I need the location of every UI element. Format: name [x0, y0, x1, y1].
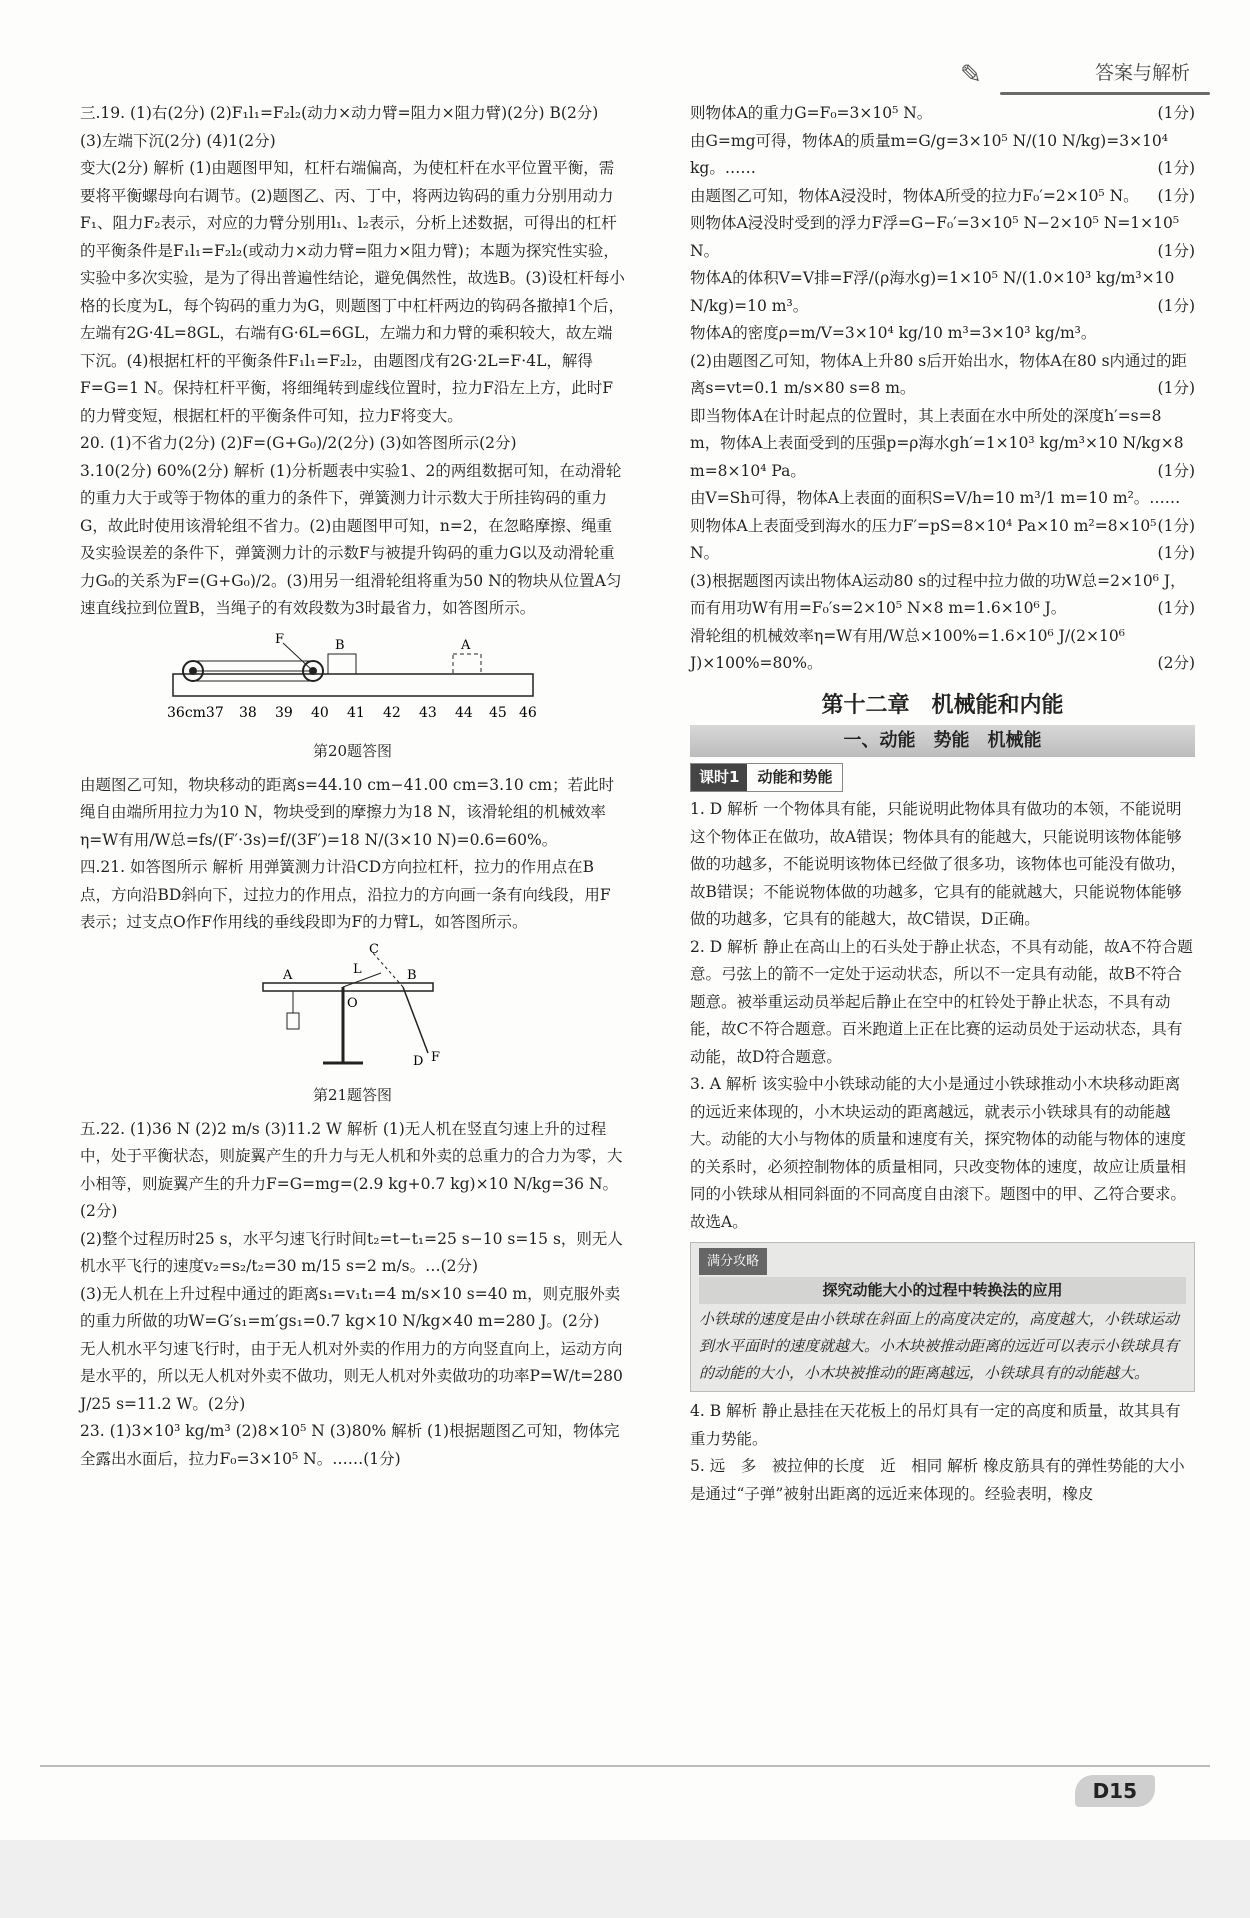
- ruler-tick: 40: [310, 704, 329, 721]
- solution-text: 由V=Sh可得，物体A上表面的面积S=V/h=10 m³/1 m=10 m²。……: [690, 489, 1181, 507]
- label-d: D: [412, 1053, 423, 1069]
- header-rule: [1000, 92, 1210, 95]
- answer-5: 5. 远 多 被拉伸的长度 近 相同 解析 橡皮筋具有的弹性势能的大小是通过“子弹”被射出距离的远近来体现的。经验表明，橡皮: [690, 1457, 1185, 1503]
- score: (1分): [1157, 516, 1195, 535]
- section-title: 一、动能 势能 机械能: [690, 725, 1195, 757]
- q20-explanation: 3.10(2分) 60%(2分) 解析 (1)分析题表中实验1、2的两组数据可知，在动滑轮的重力大于或等于物体的重力的条件下，弹簧测力计示数大于所挂钩码的重力G，故此时使用该滑轮组不省力。(2)由题图甲可知，n=2，在忽略摩擦、绳重及实验误差的条件下，弹簧测力计的示数F与被提升钩码的重力G以及动滑轮重力G₀的关系为F=(G+G₀)/2。(3)用另一组滑轮组将重为50 N的物块从位置A匀速直线拉到位置B，当绳子的有效段数为3时最省力，如答图所示。: [80, 461, 622, 617]
- q19-line: 三.19. (1)右(2分) (2)F₁l₁=F₂l₂(动力×动力臂=阻力×阻力臂)(2分) B(2分) (3)左端下沉(2分) (4)1(2分): [80, 104, 599, 150]
- answer-3: 3. A 解析 该实验中小铁球动能的大小是通过小铁球推动小木块移动距离的远近来体现的，小木块运动的距离越远，就表示小铁球具有的动能越大。动能的大小与物体的质量和速度有关，探究物体的动能与物体的速度的关系时，必须控制物体的质量相同，只改变物体的速度，故应让质量相同的小铁球从相同斜面的不同高度自由滚下。题图中的甲、乙符合要求。故选A。: [690, 1075, 1187, 1231]
- footer-rule: [40, 1765, 1210, 1767]
- label-f: F: [274, 631, 284, 647]
- answer-1: 1. D 解析 一个物体具有能，只能说明此物体具有做功的本领，不能说明这个物体正在做功，故A错误；物体具有的能越大，只能说明该物体能够做的功越多，不能说明该物体已经做了很多功，该物体也可能没有做功，故B错误；不能说物体做的功越多，它具有的能就越大，只能说物体能够做的功越多，它具有的能越大，故C错误，D正确。: [690, 800, 1187, 928]
- lever-diagram: [253, 943, 453, 1073]
- ruler-tick: 43: [418, 704, 437, 721]
- solution-line: [690, 513, 1195, 568]
- answer-4: 4. B 解析 静止悬挂在天花板上的吊灯具有一定的高度和质量，故其具有重力势能。: [690, 1402, 1181, 1448]
- figure-20-caption: 第20题答图: [312, 742, 393, 760]
- label-a: A: [282, 967, 292, 983]
- solution-line: [690, 623, 1195, 678]
- label-f: F: [430, 1049, 440, 1065]
- solution-text: 则物体A的重力G=F₀=3×10⁵ N。: [690, 104, 933, 122]
- ruler-tick: 38: [238, 704, 257, 721]
- score: (1分): [1157, 544, 1195, 562]
- score: (1分): [1157, 379, 1195, 397]
- score: (2分): [1157, 654, 1195, 672]
- score: (1分): [1157, 159, 1195, 177]
- solution-text: 滑轮组的机械效率η=W有用/W总×100%=1.6×10⁶ J/(2×10⁶ J)×100%=80%。: [690, 626, 1125, 672]
- solution-text: 则物体A浸没时受到的浮力F浮=G−F₀′=3×10⁵ N−2×10⁵ N=1×10⁵ N。: [690, 214, 1180, 260]
- solution-line: [690, 320, 1195, 348]
- solution-line: [690, 128, 1195, 183]
- solution-text: 即当物体A在计时起点的位置时，其上表面在水中所处的深度h′=s=8 m，物体A上表面受到的压强p=ρ海水gh′=1×10³ kg/m³×10 N/kg×8 m=8×10⁴ Pa。: [690, 406, 1184, 480]
- solution-line: [690, 485, 1195, 535]
- solution-text: 由题图乙可知，物体A浸没时，物体A所受的拉力F₀′=2×10⁵ N。: [690, 186, 1139, 205]
- score: (1分): [1157, 296, 1195, 315]
- ruler-tick: 42: [382, 704, 401, 721]
- solution-line: [690, 265, 1195, 320]
- solution-text: 由G=mg可得，物体A的质量m=G/g=3×10⁵ N/(10 N/kg)=3×10⁴ kg。……: [690, 131, 1168, 177]
- solution-line: [690, 100, 1195, 128]
- figure-20: [80, 629, 625, 766]
- solution-text: (3)根据题图丙读出物体A运动80 s的过程中拉力做的功W总=2×10⁶ J，而有用功W有用=F₀′s=2×10⁵ N×8 m=1.6×10⁶ J。: [690, 571, 1186, 617]
- ruler-tick: 44: [454, 704, 473, 721]
- label-c: C: [368, 942, 379, 957]
- label-l: L: [352, 961, 362, 977]
- q22-part4: 无人机水平匀速飞行时，由于无人机对外卖的作用力的方向竖直向上，运动方向是水平的，所以无人机对外卖不做功，则无人机对外卖做功的功率P=W/t=280 J/25 s=11.2 W。(2分): [80, 1339, 623, 1413]
- q22-part2: (2)整个过程历时25 s，水平匀速飞行时间t₂=t−t₁=25 s−10 s=15 s，则无人机水平飞行的速度v₂=s₂/t₂=30 m/15 s=2 m/s。…(2分): [80, 1229, 623, 1275]
- solution-line: [690, 210, 1195, 265]
- lesson-badge: [690, 763, 843, 793]
- footer-shade: [0, 1840, 1250, 1918]
- lesson-key: 课时1: [691, 764, 747, 792]
- score: (1分): [1157, 461, 1195, 480]
- score: (1分): [1157, 186, 1195, 205]
- reader-icon: ✎: [960, 60, 982, 90]
- solution-text: 物体A的体积V=V排=F浮/(ρ海水g)=1×10⁵ N/(1.0×10³ kg/m³×10 N/kg)=10 m³。: [690, 269, 1175, 315]
- solution-line: [690, 183, 1195, 211]
- pulley-ruler-diagram: [163, 629, 543, 729]
- lesson-title: 动能和势能: [757, 767, 833, 786]
- solution-text: 物体A的密度ρ=m/V=3×10⁴ kg/10 m³=3×10³ kg/m³。: [690, 324, 1097, 342]
- ruler-tick: 45: [488, 704, 507, 721]
- solution-line: [690, 568, 1195, 623]
- q20-efficiency: 由题图乙可知，物块移动的距离s=44.10 cm−41.00 cm=3.10 cm；若此时绳自由端所用拉力为10 N，物块受到的摩擦力为18 N，该滑轮组的机械效率η=W有用/W总=fs/(F′·3s)=f/(3F′)=18 N/(3×10 N)=0.6=60%。: [80, 775, 615, 849]
- solution-line: [690, 348, 1195, 403]
- tip-box: [690, 1242, 1195, 1392]
- score: (1分): [1157, 104, 1195, 122]
- label-b: B: [406, 967, 417, 983]
- tip-text: 小铁球的速度是由小铁球在斜面上的高度决定的，高度越大，小铁球运动到水平面时的速度就越大。小木块被推动距离的远近可以表示小铁球具有的动能的大小，小木块被推动的距离越远，小铁球具有的动能越大。: [699, 1310, 1180, 1382]
- ruler-tick: 36cm37: [166, 704, 224, 721]
- right-column: [690, 100, 1195, 1508]
- label-b: B: [334, 637, 345, 653]
- page-header-title: 答案与解析: [1094, 62, 1190, 84]
- figure-21: [80, 943, 625, 1110]
- page-number: D15: [1075, 1775, 1155, 1807]
- ruler-tick: 41: [346, 704, 365, 721]
- q20-line: 20. (1)不省力(2分) (2)F=(G+G₀)/2(2分) (3)如答图所示(2分): [80, 434, 517, 452]
- solution-text: 则物体A上表面受到海水的压力F′=pS=8×10⁴ Pa×10 m²=8×10⁵ N。: [690, 516, 1157, 562]
- chapter-title: 第十二章 机械能和内能: [821, 692, 1064, 718]
- q21-answer: 四.21. 如答图所示 解析 用弹簧测力计沿CD方向拉杠杆，拉力的作用点在B点，方向沿BD斜向下，过拉力的作用点，沿拉力的方向画一条有向线段，用F表示；过支点O作F作用线的垂线段即为F的力臂L，如答图所示。: [80, 858, 611, 931]
- q22-part1: 五.22. (1)36 N (2)2 m/s (3)11.2 W 解析 (1)无人机在竖直匀速上升的过程中，处于平衡状态，则旋翼产生的升力与无人机和外卖的总重力的合力为零，大小相等，则旋翼产生的升力F=G=mg=(2.9 kg+0.7 kg)×10 N/kg=36 N。(2分): [80, 1119, 623, 1220]
- q19-explanation: 变大(2分) 解析 (1)由题图甲知，杠杆右端偏高，为使杠杆在水平位置平衡，需要将平衡螺母向右调节。(2)题图乙、丙、丁中，将两边钩码的重力分别用动力F₁、阻力F₂表示，对应的力臂分别用l₁、l₂表示，分析上述数据，可得出的杠杆的平衡条件是F₁l₁=F₂l₂(或动力×动力臂=阻力×阻力臂)；本题为探究性实验，实验中多次实验，是为了得出普遍性结论，避免偶然性，故选B。(3)设杠杆每小格的长度为L，每个钩码的重力为G，则题图丁中杠杆两边的钩码各撤掉1个后，左端有2G·4L=8GL，右端有G·6L=6GL，左端力和力臂的乘积较大，故左端下沉。(4)根据杠杆的平衡条件F₁l₁=F₂l₂，由题图戊有2G·2L=F·4L，解得F=G=1 N。保持杠杆平衡，将细绳转到虚线位置时，拉力F沿左上方，此时F的力臂变短，根据杠杆的平衡条件可知，拉力F将变大。: [80, 159, 625, 425]
- left-column: [80, 100, 625, 1473]
- tip-title: 探究动能大小的过程中转换法的应用: [699, 1277, 1186, 1304]
- ruler-tick: 39: [274, 704, 293, 721]
- figure-21-caption: 第21题答图: [312, 1086, 393, 1104]
- q22-part3: (3)无人机在上升过程中通过的距离s₁=v₁t₁=4 m/s×10 s=40 m，则克服外卖的重力所做的功W=G′s₁=m′gs₁=0.7 kg×10 N/kg×40 m=280 J。(2分): [80, 1284, 621, 1330]
- answer-2: 2. D 解析 静止在高山上的石头处于静止状态，不具有动能，故A不符合题意。弓弦上的箭不一定处于运动状态，所以不一定具有动能，故B不符合题意。被举重运动员举起后静止在空中的杠铃处于静止状态，不具有动能，故C不符合题意。百米跑道上正在比赛的运动员处于运动状态，具有动能，故D符合题意。: [690, 937, 1193, 1066]
- solution-text: (2)由题图乙可知，物体A上升80 s后开始出水，物体A在80 s内通过的距离s=vt=0.1 m/s×80 s=8 m。: [690, 351, 1188, 397]
- tip-tag: 满分攻略: [699, 1248, 767, 1275]
- q23-answer: 23. (1)3×10³ kg/m³ (2)8×10⁵ N (3)80% 解析 (1)根据题图乙可知，物体完全露出水面后，拉力F₀=3×10⁵ N。……(1分): [80, 1422, 620, 1468]
- ruler-tick: 46: [518, 704, 537, 721]
- solution-line: [690, 403, 1195, 486]
- label-o: O: [346, 995, 358, 1011]
- score: (1分): [1157, 241, 1195, 260]
- score: (1分): [1157, 599, 1195, 617]
- label-a: A: [460, 637, 470, 653]
